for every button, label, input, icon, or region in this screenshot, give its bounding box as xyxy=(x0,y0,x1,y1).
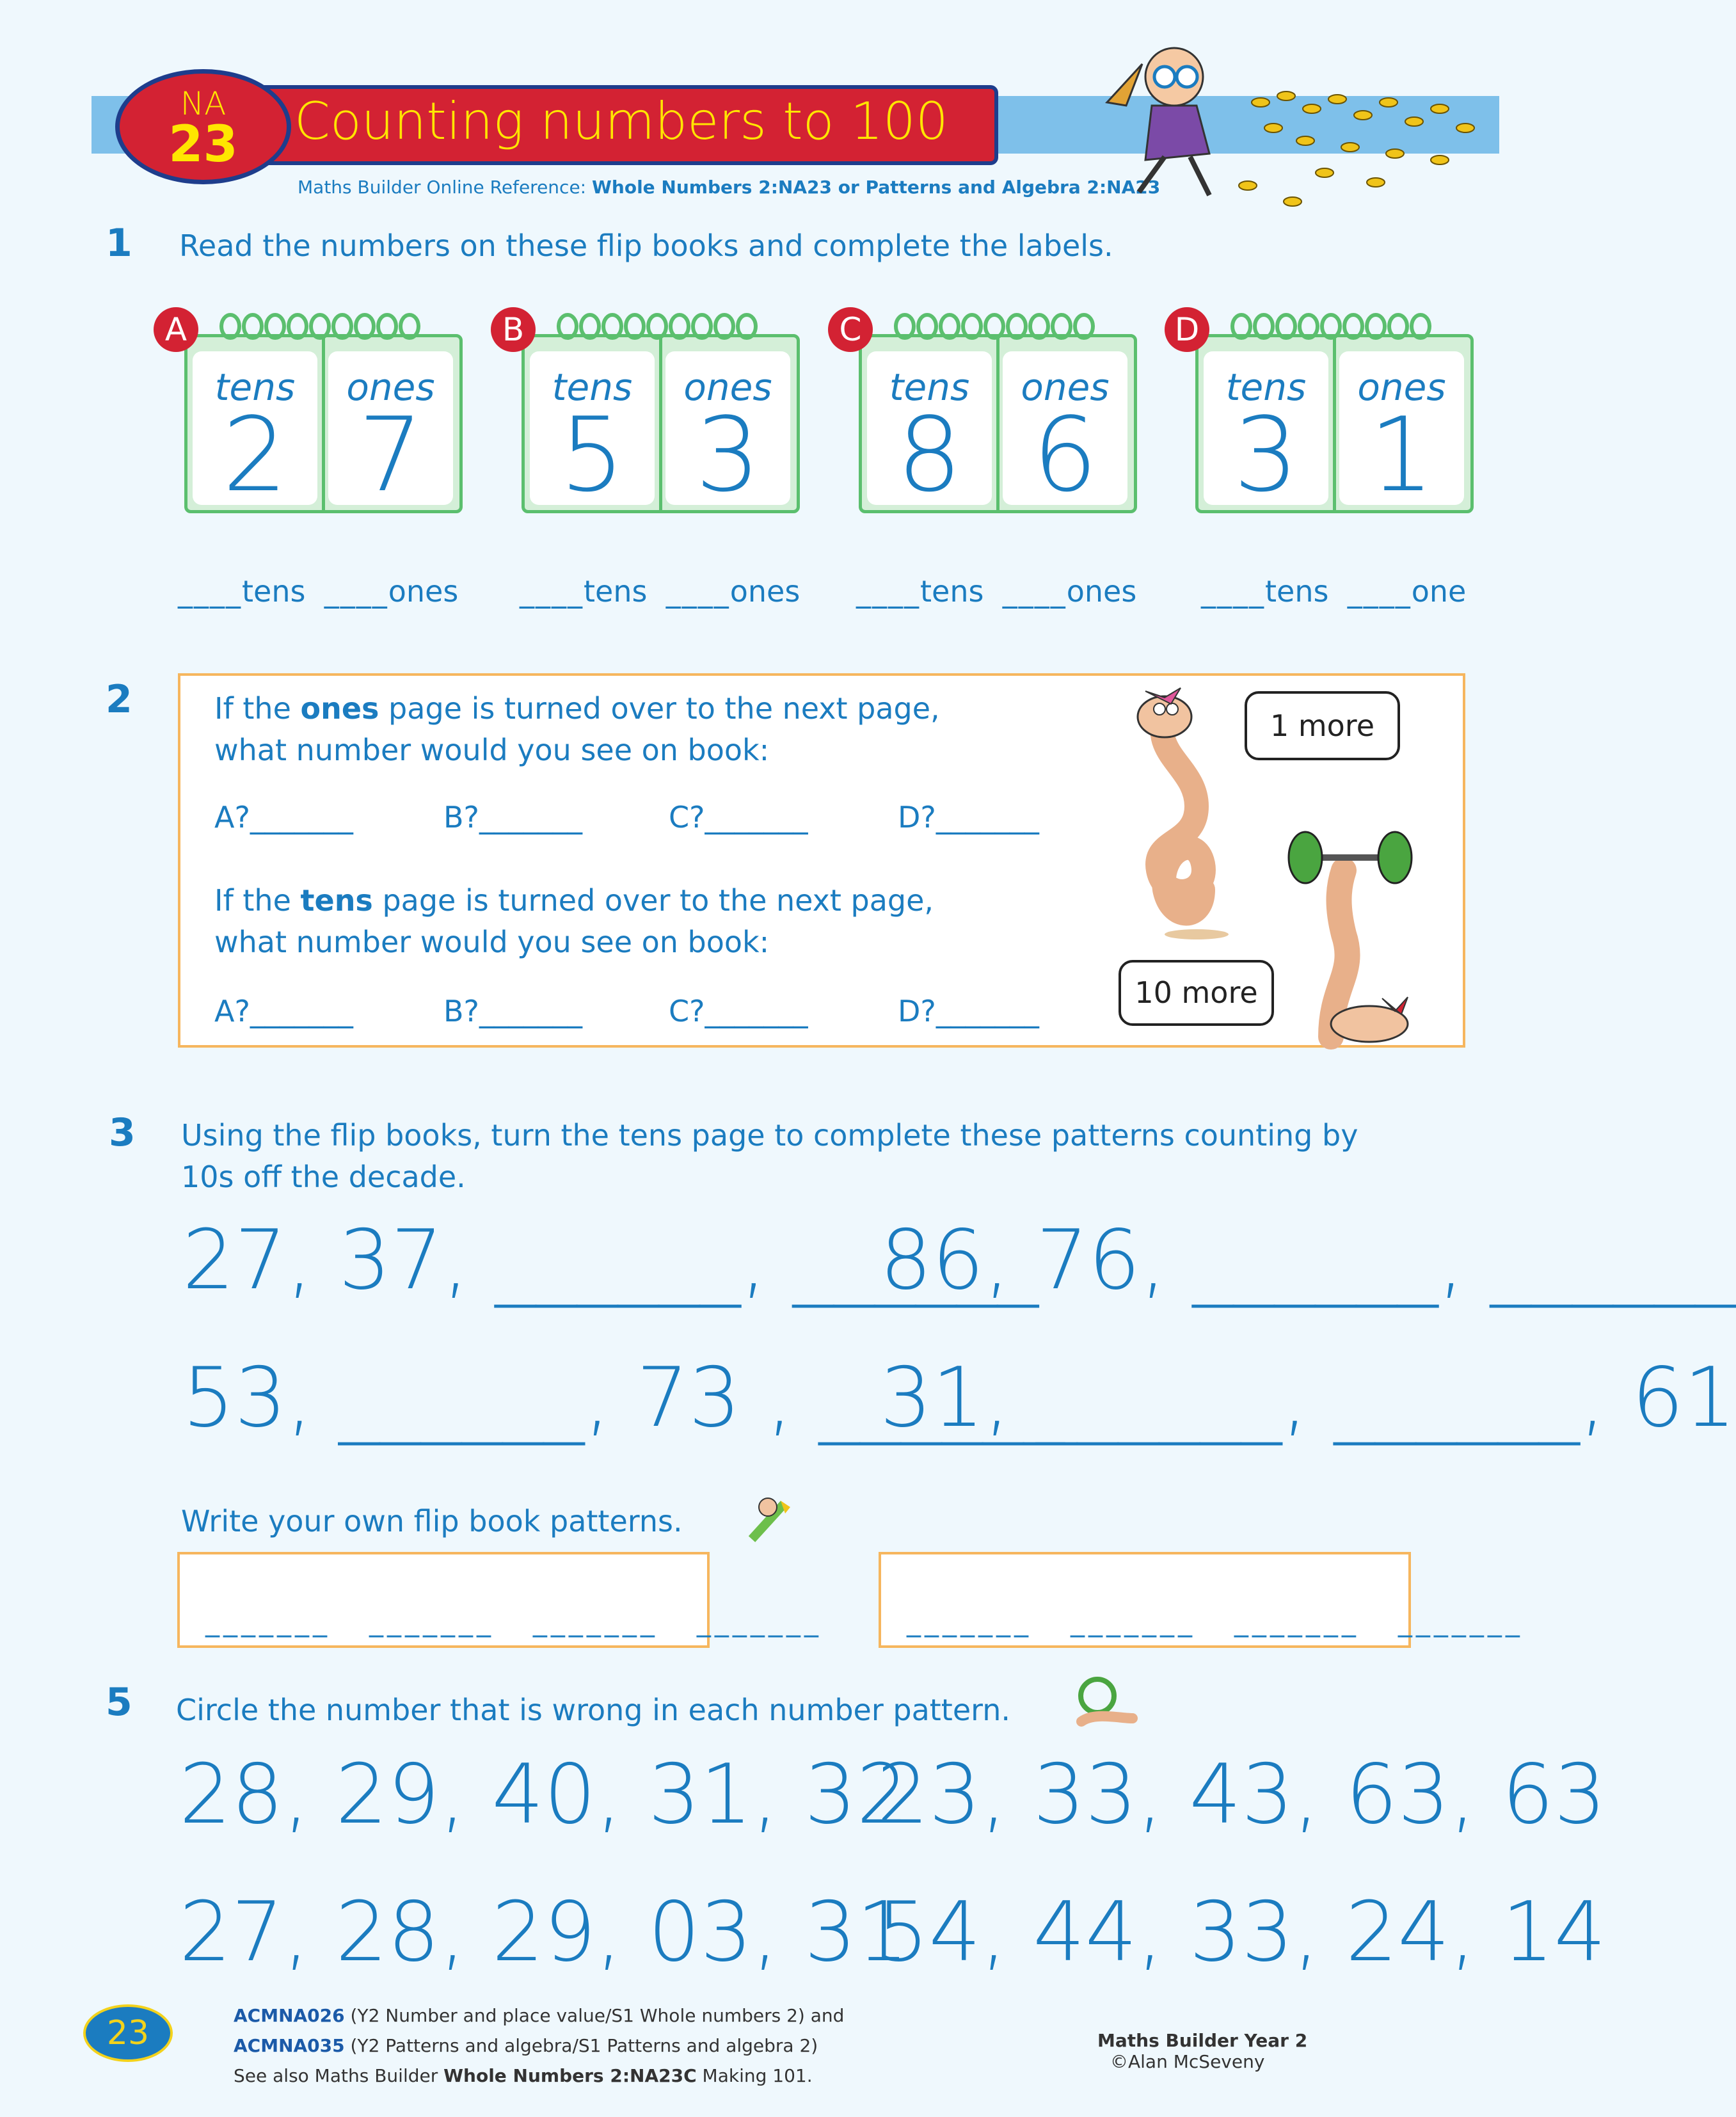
coins-illustration xyxy=(1239,92,1474,206)
answer-label-a[interactable]: ____tens ____ones xyxy=(178,574,459,609)
footer-curriculum-line1: ACMNA026 (Y2 Number and place value/S1 Whole numbers 2) and xyxy=(234,2005,845,2026)
counting-pattern-2[interactable]: 86, 76, ______, ______ xyxy=(880,1213,1736,1308)
answer-label-c[interactable]: ____tens ____ones xyxy=(856,574,1137,609)
page-divider xyxy=(996,337,999,510)
ones-page xyxy=(665,351,790,515)
speech-bubble-10-more: 10 more xyxy=(1119,960,1274,1026)
ones-digit: 7 xyxy=(358,395,424,515)
ones-answer-c[interactable]: C?_______ xyxy=(669,800,808,835)
book-letter-c: C xyxy=(828,307,873,352)
page-title: Counting numbers to 100 xyxy=(294,92,948,151)
tens-answer-d[interactable]: D?_______ xyxy=(898,994,1039,1028)
tens-label: tens xyxy=(552,365,633,409)
tens-question-line1: If the tens page is turned over to the next page, xyxy=(214,883,934,918)
ones-question-line1: If the ones page is turned over to the next page, xyxy=(214,691,940,726)
tens-answer-c[interactable]: C?_______ xyxy=(669,994,808,1028)
tens-page xyxy=(193,351,317,515)
spiral-d xyxy=(1232,315,1429,338)
chapter-badge xyxy=(115,69,291,184)
tens-question-line2: what number would you see on book: xyxy=(214,925,770,959)
girl-running-illustration xyxy=(1081,26,1504,218)
worm-magnifier-icon xyxy=(1069,1674,1145,1731)
worm-weightlifting-illustration xyxy=(1289,832,1412,1042)
badge-code: NA xyxy=(180,85,227,122)
footer-brand: Maths Builder Year 2 xyxy=(1097,2030,1308,2051)
question-5-instruction: Circle the number that is wrong in each number pattern. xyxy=(176,1693,1011,1727)
question-1-number: 1 xyxy=(106,221,132,266)
answer-label-b[interactable]: ____tens ____ones xyxy=(520,574,800,609)
ones-page xyxy=(1003,351,1127,515)
own-pattern-box-2[interactable] xyxy=(879,1552,1524,1648)
ones-answer-d[interactable]: D?_______ xyxy=(898,800,1039,835)
ones-page xyxy=(328,351,453,515)
tens-page xyxy=(867,351,992,515)
ones-digit: 1 xyxy=(1369,395,1435,515)
speech-bubble-1-more: 1 more xyxy=(1245,691,1400,760)
book-letter-b: B xyxy=(491,307,536,352)
tens-digit: 5 xyxy=(559,395,625,515)
wrong-number-pattern-2[interactable]: 23, 33, 43, 63, 63 xyxy=(877,1747,1606,1842)
ones-answer-b[interactable]: B?_______ xyxy=(443,800,582,835)
page-divider xyxy=(1333,337,1336,510)
ones-label: ones xyxy=(683,365,772,409)
ones-answer-a[interactable]: A?_______ xyxy=(214,800,353,835)
wrong-number-pattern-3[interactable]: 27, 28, 29, 03, 31 xyxy=(179,1885,909,1980)
flip-book-d xyxy=(1195,334,1474,513)
question-1-instruction: Read the numbers on these flip books and complete the labels. xyxy=(179,228,1113,263)
flip-book-a xyxy=(184,334,463,513)
page-divider xyxy=(322,337,325,510)
ones-label: ones xyxy=(1021,365,1110,409)
ones-digit: 3 xyxy=(695,395,761,515)
tens-label: tens xyxy=(214,365,296,409)
footer-copyright: ©Alan McSeveny xyxy=(1110,2051,1265,2072)
tens-page xyxy=(1204,351,1328,515)
footer-see-also: See also Maths Builder Whole Numbers 2:NA23C Making 101. xyxy=(234,2065,813,2086)
tens-answer-a[interactable]: A?_______ xyxy=(214,994,353,1028)
ones-label: ones xyxy=(346,365,435,409)
counting-pattern-4[interactable]: 31, ______, ______, 61 xyxy=(880,1350,1736,1446)
counting-pattern-1[interactable]: 27, 37, ______, ______ xyxy=(182,1213,1039,1308)
counting-pattern-3[interactable]: 53, ______, 73 , ______ xyxy=(182,1350,1065,1446)
wrong-number-pattern-4[interactable]: 54, 44, 33, 24, 14 xyxy=(877,1885,1606,1980)
spiral-b xyxy=(559,315,756,338)
tens-digit: 3 xyxy=(1233,395,1299,515)
tens-label: tens xyxy=(1225,365,1307,409)
ones-label: ones xyxy=(1357,365,1446,409)
spiral-a xyxy=(221,315,418,338)
badge-number: 23 xyxy=(168,116,238,173)
question-3-number: 3 xyxy=(109,1110,136,1155)
own-pattern-box-1[interactable] xyxy=(177,1552,822,1648)
ones-page xyxy=(1339,351,1464,515)
question-3-line1: Using the flip books, turn the tens page to complete these patterns counting by xyxy=(181,1118,1358,1153)
ones-question-line2: what number would you see on book: xyxy=(214,733,770,767)
question-5-number: 5 xyxy=(106,1680,132,1725)
tens-page xyxy=(530,351,655,515)
book-letter-a: A xyxy=(154,307,198,352)
worm-pencil-icon xyxy=(739,1491,797,1549)
spiral-c xyxy=(896,315,1093,338)
wrong-number-pattern-1[interactable]: 28, 29, 40, 31, 32 xyxy=(179,1747,909,1842)
online-reference: Maths Builder Online Reference: Whole Numbers 2:NA23 or Patterns and Algebra 2:NA23 xyxy=(298,177,1161,198)
tens-digit: 2 xyxy=(222,395,288,515)
answer-label-d[interactable]: ____tens ____one xyxy=(1201,574,1467,609)
ones-digit: 6 xyxy=(1032,395,1098,515)
question-3-line2: 10s off the decade. xyxy=(181,1160,466,1194)
own-pattern-blanks: _______ _______ _______ _______ xyxy=(907,1605,1524,1638)
tens-digit: 8 xyxy=(896,395,962,515)
tens-label: tens xyxy=(889,365,970,409)
flip-book-b xyxy=(522,334,800,513)
tens-answer-b[interactable]: B?_______ xyxy=(443,994,582,1028)
own-patterns-label: Write your own flip book patterns. xyxy=(181,1504,683,1538)
flip-book-spirals xyxy=(147,298,1491,355)
flip-book-c xyxy=(859,334,1137,513)
own-pattern-blanks: _______ _______ _______ _______ xyxy=(205,1605,822,1638)
book-letter-d: D xyxy=(1165,307,1209,352)
question-2-number: 2 xyxy=(106,677,132,722)
page-divider xyxy=(659,337,662,510)
page-number-badge: 23 xyxy=(83,2004,173,2062)
footer-curriculum-line2: ACMNA035 (Y2 Patterns and algebra/S1 Patterns and algebra 2) xyxy=(234,2035,818,2056)
